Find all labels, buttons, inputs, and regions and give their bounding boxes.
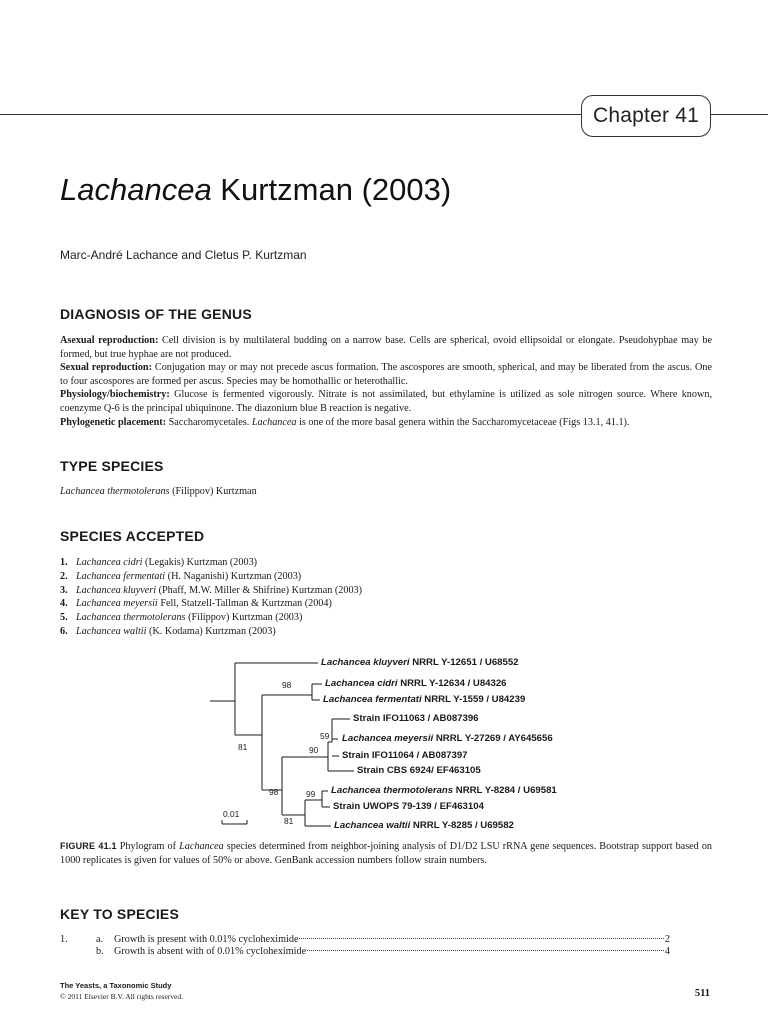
species-num: 6. (60, 625, 68, 637)
key-leader-dots (299, 938, 663, 939)
taxon-label (342, 750, 468, 761)
species-list-item (60, 625, 362, 639)
bootstrap-value: 99 (306, 789, 316, 799)
type-species-heading: TYPE SPECIES (60, 458, 164, 474)
key-couplet-number: 1. (60, 934, 68, 945)
species-name: Lachancea thermotolerans (76, 612, 186, 624)
bootstrap-value: 98 (269, 787, 279, 797)
bootstrap-value: 81 (238, 742, 248, 752)
taxon-accession: NRRL Y-27269 / AY645656 (433, 733, 553, 744)
taxon-name: Lachancea waltii (334, 820, 411, 831)
diagnosis-heading: DIAGNOSIS OF THE GENUS (60, 306, 252, 322)
key-lead-text: Growth is absent with of 0.01% cycloheximide (114, 946, 307, 957)
asexual-text: Cell division is by multilateral budding on a narrow base. Cells are spherical, ovoid ellipsoidal or elongate. Pseudohyphae may be formed, but true hyphae are not produced. (60, 335, 712, 360)
species-authority: (Phaff, M.W. Miller & Shifrine) Kurtzman (2003) (156, 584, 363, 596)
caption-text-before: Phylogram of (116, 841, 180, 852)
phylogenetic-text-after: is one of the more basal genera within the Saccharomycetaceae (Figs 13.1, 41.1). (296, 416, 630, 428)
key-target: 4 (664, 946, 670, 957)
taxon-label (334, 820, 514, 831)
taxon-label (333, 801, 484, 812)
species-num: 1. (60, 557, 68, 568)
physiology-label: Physiology/biochemistry: (60, 389, 170, 401)
species-authority: (H. Naganishi) Kurtzman (2003) (165, 570, 302, 582)
species-accepted-heading: SPECIES ACCEPTED (60, 528, 205, 544)
key-lead-letter: a. (96, 934, 104, 945)
footer-copyright: © 2011 Elsevier B.V. All rights reserved. (60, 992, 183, 1001)
species-list-item (60, 584, 362, 598)
sexual-paragraph (60, 361, 712, 388)
taxon-label (321, 657, 519, 668)
species-name: Lachancea cidri (76, 557, 143, 568)
phylogenetic-text-before: Saccharomycetales. (166, 416, 252, 428)
species-list-item (60, 597, 362, 611)
species-name: Lachancea kluyveri (76, 584, 157, 596)
chapter-label: Chapter 41 (581, 95, 711, 137)
page-title (60, 172, 451, 208)
phylogenetic-genus: Lachancea (251, 416, 297, 428)
taxon-label (331, 785, 557, 796)
species-list-item (60, 556, 362, 570)
taxon-accession: NRRL Y-8285 / U69582 (410, 820, 514, 831)
type-species-authority: (Filippov) Kurtzman (169, 486, 257, 497)
species-name: Lachancea fermentati (76, 570, 166, 582)
species-num: 5. (60, 612, 68, 624)
authors: Marc-André Lachance and Cletus P. Kurtzman (60, 248, 307, 262)
phylogenetic-label: Phylogenetic placement: (60, 416, 167, 428)
taxon-label (323, 694, 525, 705)
species-num: 4. (60, 598, 68, 610)
key-lead-text: Growth is present with 0.01% cycloheximide (114, 934, 299, 945)
taxon-name: Lachancea thermotolerans (331, 785, 454, 796)
taxon-accession: NRRL Y-8284 / U69581 (453, 785, 557, 796)
type-species-name: Lachancea thermotolerans (60, 486, 170, 497)
scale-bar-label: 0.01 (223, 809, 240, 819)
page-number: 511 (694, 988, 710, 999)
title-authority: Kurtzman (2003) (211, 172, 452, 207)
taxon-label (353, 713, 479, 724)
species-authority: (Filippov) Kurtzman (2003) (185, 612, 303, 624)
bootstrap-value: 98 (282, 680, 292, 690)
taxon-label (342, 733, 553, 744)
taxon-accession: Strain CBS 6924/ EF463105 (357, 765, 481, 776)
physiology-text: Glucose is fermented vigorously. Nitrate is not assimilated, but ethylamine is utilized as sole nitrogen source. Where known, coenzyme Q-6 is the principal ubiquinone. The diazonium blue B reaction is negative. (60, 389, 712, 414)
caption-text-after: species determined from neighbor-joining analysis of D1/D2 LSU rRNA gene sequences. Bootstrap support based on 1000 replicates is given for values of 50% or above. GenBank accession numbers follow strain numbers. (60, 841, 713, 866)
taxon-accession: Strain IFO11063 / AB087396 (353, 713, 479, 724)
phylogram-figure (200, 652, 580, 842)
species-list-item (60, 611, 362, 625)
bootstrap-value: 81 (284, 816, 294, 826)
footer-book-title: The Yeasts, a Taxonomic Study (60, 981, 172, 990)
key-lead-letter: b. (96, 946, 104, 957)
taxon-name: Lachancea cidri (325, 678, 398, 689)
taxon-label (357, 765, 481, 776)
key-heading: KEY TO SPECIES (60, 906, 179, 922)
taxon-accession: NRRL Y-12634 / U84326 (397, 678, 507, 689)
physiology-paragraph (60, 388, 712, 415)
taxon-accession: NRRL Y-1559 / U84239 (421, 694, 526, 705)
taxon-name: Lachancea fermentati (323, 694, 422, 705)
taxon-accession: Strain UWOPS 79-139 / EF463104 (333, 801, 484, 812)
taxon-name: Lachancea meyersii (342, 733, 434, 744)
species-list (60, 556, 362, 639)
taxon-label (325, 678, 507, 689)
key-leader-dots (307, 950, 664, 951)
species-list-item (60, 570, 362, 584)
type-species-entry (60, 486, 257, 497)
sexual-text: Conjugation may or may not precede ascus formation. The ascospores are smooth, spherical, and may be liberated from the ascus. One to four ascospores are formed per ascus. Species may be homothallic or heterothallic. (60, 362, 712, 387)
sexual-label: Sexual reproduction: (60, 362, 152, 374)
diagnosis-body (60, 334, 712, 429)
key-row (60, 946, 670, 957)
species-num: 3. (60, 584, 68, 596)
species-num: 2. (60, 570, 68, 582)
species-name: Lachancea waltii (76, 625, 147, 637)
caption-genus: Lachancea (179, 841, 224, 852)
key-row (60, 934, 670, 945)
species-authority: (Legakis) Kurtzman (2003) (142, 557, 258, 568)
title-genus: Lachancea (60, 172, 212, 207)
taxon-accession: NRRL Y-12651 / U68552 (409, 657, 519, 668)
figure-label: FIGURE 41.1 (60, 841, 117, 851)
species-authority: (K. Kodama) Kurtzman (2003) (146, 625, 276, 637)
asexual-paragraph (60, 334, 712, 361)
key-target: 2 (664, 934, 670, 945)
phylogenetic-paragraph (60, 416, 712, 430)
taxon-name: Lachancea kluyveri (321, 657, 410, 668)
asexual-label: Asexual reproduction: (60, 335, 159, 346)
figure-caption (60, 840, 712, 867)
species-authority: Fell, Statzell-Tallman & Kurtzman (2004) (157, 598, 332, 610)
bootstrap-value: 90 (309, 745, 319, 755)
taxon-accession: Strain IFO11064 / AB087397 (342, 750, 468, 761)
bootstrap-value: 59 (320, 731, 330, 741)
species-name: Lachancea meyersii (76, 598, 158, 610)
